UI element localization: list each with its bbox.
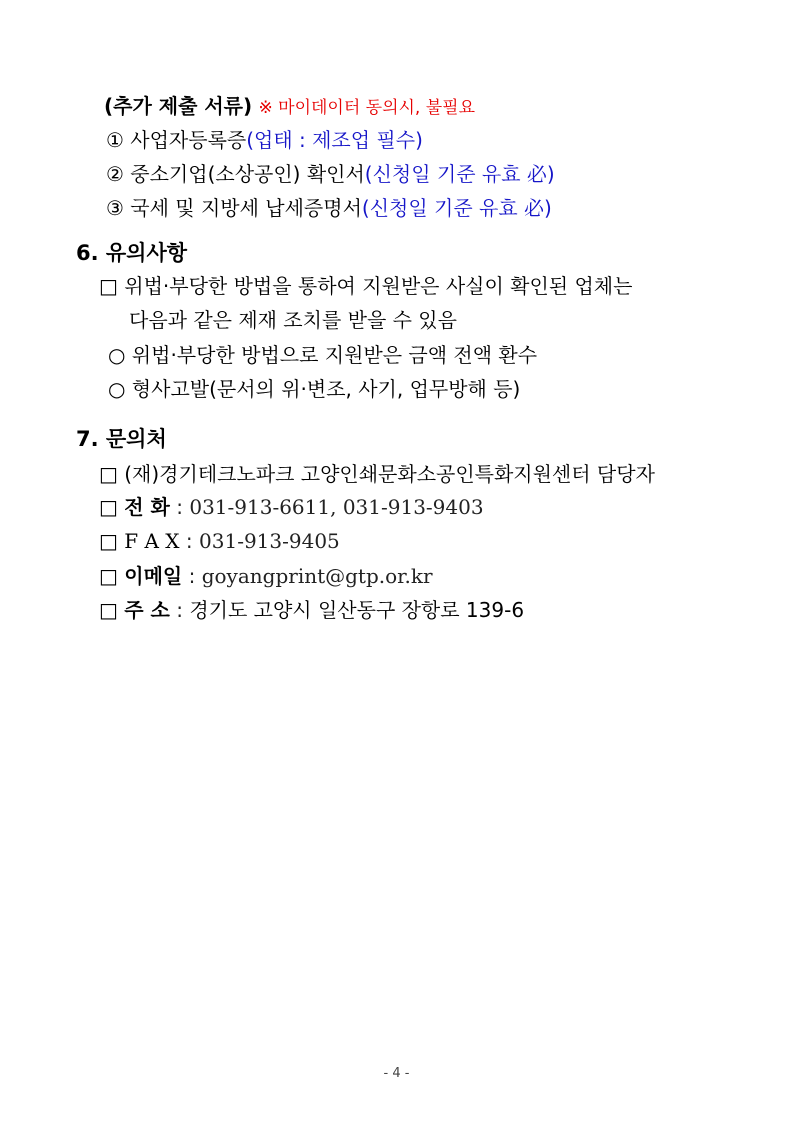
doc-item-3-text: 국세 및 지방세 납세증명서: [130, 196, 362, 220]
additional-docs-title: [104, 92, 475, 122]
mydata-note: ※ 마이데이터 동의시, 불필요: [258, 98, 476, 118]
doc-item-3-marker: ③: [106, 196, 124, 220]
contact-fax-label: F A X: [124, 529, 180, 553]
section7-heading: 7. 문의처: [76, 427, 167, 451]
doc-item-1-note: (업태 : 제조업 필수): [246, 128, 423, 152]
contact-email: [99, 562, 433, 590]
contact-email-marker: □: [99, 564, 118, 588]
contact-phone-label: 전 화: [124, 495, 170, 519]
doc-item-2: [106, 160, 555, 188]
section6-sub-item-2: ○ 형사고발(문서의 위·변조, 사기, 업무방해 등): [108, 377, 521, 401]
contact-email-label: 이메일: [124, 564, 183, 588]
contact-address-marker: □: [99, 598, 118, 622]
section6-box-item-line1: □ 위법·부당한 방법을 통하여 지원받은 사실이 확인된 업체는: [99, 274, 633, 298]
contact-fax-marker: □: [99, 529, 118, 553]
contact-address: [99, 596, 524, 624]
doc-item-1: [106, 126, 423, 154]
section6-sub-item-1: ○ 위법·부당한 방법으로 지원받은 금액 전액 환수: [108, 343, 538, 367]
doc-item-2-text: 중소기업(소상공인) 확인서: [130, 162, 365, 186]
page-number: - 4 -: [383, 1066, 410, 1081]
additional-docs-heading: (추가 제출 서류): [104, 94, 253, 118]
contact-email-sep: :: [188, 564, 196, 588]
section6-box-item-line2: 다음과 같은 제재 조치를 받을 수 있음: [129, 308, 457, 332]
doc-item-1-text: 사업자등록증: [130, 128, 247, 152]
contact-address-label: 주 소: [124, 598, 170, 622]
contact-address-value: 경기도 고양시 일산동구 장항로 139-6: [189, 598, 525, 622]
contact-email-value: goyangprint@gtp.or.kr: [201, 564, 433, 588]
contact-phone-sep: :: [176, 495, 183, 519]
contact-fax-value: 031-913-9405: [199, 529, 340, 553]
doc-item-1-marker: ①: [106, 128, 124, 152]
contact-fax-sep: :: [185, 529, 193, 553]
doc-item-3: [106, 194, 552, 222]
doc-item-2-marker: ②: [106, 162, 124, 186]
doc-item-3-note: (신청일 기준 유효 必): [361, 196, 552, 220]
contact-address-sep: :: [176, 598, 183, 622]
contact-phone: [99, 493, 484, 521]
doc-item-2-note: (신청일 기준 유효 必): [364, 162, 555, 186]
contact-org: □ (재)경기테크노파크 고양인쇄문화소공인특화지원센터 담당자: [99, 462, 655, 486]
contact-fax: [99, 527, 340, 555]
contact-phone-marker: □: [99, 495, 118, 519]
section6-heading: 6. 유의사항: [76, 241, 188, 265]
contact-phone-value: 031-913-6611, 031-913-9403: [189, 495, 484, 519]
